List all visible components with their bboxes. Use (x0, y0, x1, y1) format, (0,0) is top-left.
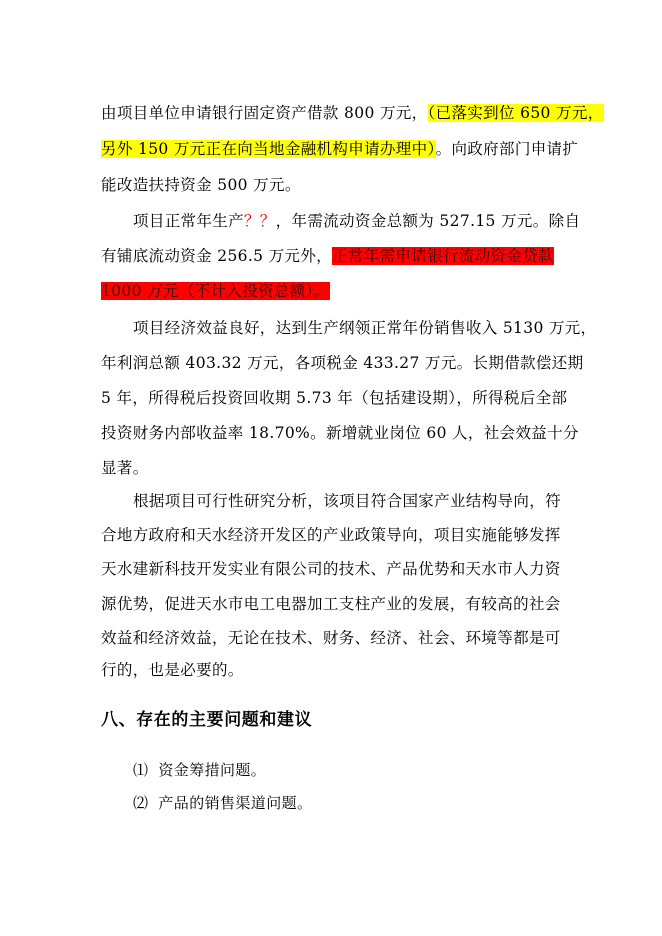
highlight-yellow: （已落实到位 650 万元， (427, 104, 604, 122)
text: 项目正常年生产 (133, 212, 244, 230)
paragraph-2-line-1 (133, 211, 580, 233)
text: 。向政府部门申请扩 (435, 140, 579, 158)
item-text: 资金筹措问题。 (158, 761, 267, 779)
paragraph-4-line-1: 根据项目可行性研究分析，该项目符合国家产业结构导向，符 (133, 492, 561, 510)
paragraph-3-line-5: 显著。 (101, 459, 149, 477)
list-item (133, 793, 312, 813)
paragraph-3-line-3: 5 年，所得税后投资回收期 5.73 年（包括建设期），所得税后全部 (101, 389, 568, 407)
text: ，年需流动资金总额为 527.15 万元。除自 (275, 212, 581, 230)
paragraph-1-line-1 (101, 103, 604, 125)
paragraph-1-line-2 (101, 139, 578, 161)
highlight-red: 正常年需申请银行流动资金贷款 (332, 247, 554, 265)
paragraph-4-line-6: 行的，也是必要的。 (101, 661, 244, 679)
red-question-marks: ？？ (243, 212, 276, 230)
highlight-yellow: 另外 150 万元正在向当地金融机构申请办理中） (101, 140, 436, 158)
highlight-red: 1000 万元（不计入投资总额）。 (101, 282, 330, 300)
item-text: 产品的销售渠道问题。 (158, 794, 313, 812)
paragraph-3-line-2: 年利润总额 403.32 万元，各项税金 433.27 万元。长期借款偿还期 (101, 354, 584, 372)
paragraph-2-line-2 (101, 246, 554, 268)
section-heading: 八、存在的主要问题和建议 (101, 710, 313, 730)
paragraph-2-line-3 (101, 281, 330, 303)
text: 有铺底流动资金 256.5 万元外， (101, 247, 333, 265)
paragraph-3-line-1: 项目经济效益良好，达到生产纲领正常年份销售收入 5130 万元， (133, 319, 597, 337)
text: 由项目单位申请银行固定资产借款 800 万元， (101, 104, 428, 122)
paragraph-3-line-4: 投资财务内部收益率 18.70%。新增就业岗位 60 人，社会效益十分 (101, 424, 579, 442)
paragraph-1-line-3: 能改造扶持资金 500 万元。 (101, 176, 301, 194)
paragraph-4-line-5: 效益和经济效益，无论在技术、财务、经济、社会、环境等都是可 (101, 629, 561, 647)
paragraph-4-line-4: 源优势，促进天水市电工电器加工支柱产业的发展，有较高的社会 (101, 595, 561, 613)
item-number: ⑴ (133, 761, 149, 779)
paragraph-4-line-2: 合地方政府和天水经济开发区的产业政策导向，项目实施能够发挥 (101, 526, 561, 544)
paragraph-4-line-3: 天水建新科技开发实业有限公司的技术、产品优势和天水市人力资 (101, 560, 561, 578)
list-item (133, 760, 266, 780)
item-number: ⑵ (133, 794, 149, 812)
